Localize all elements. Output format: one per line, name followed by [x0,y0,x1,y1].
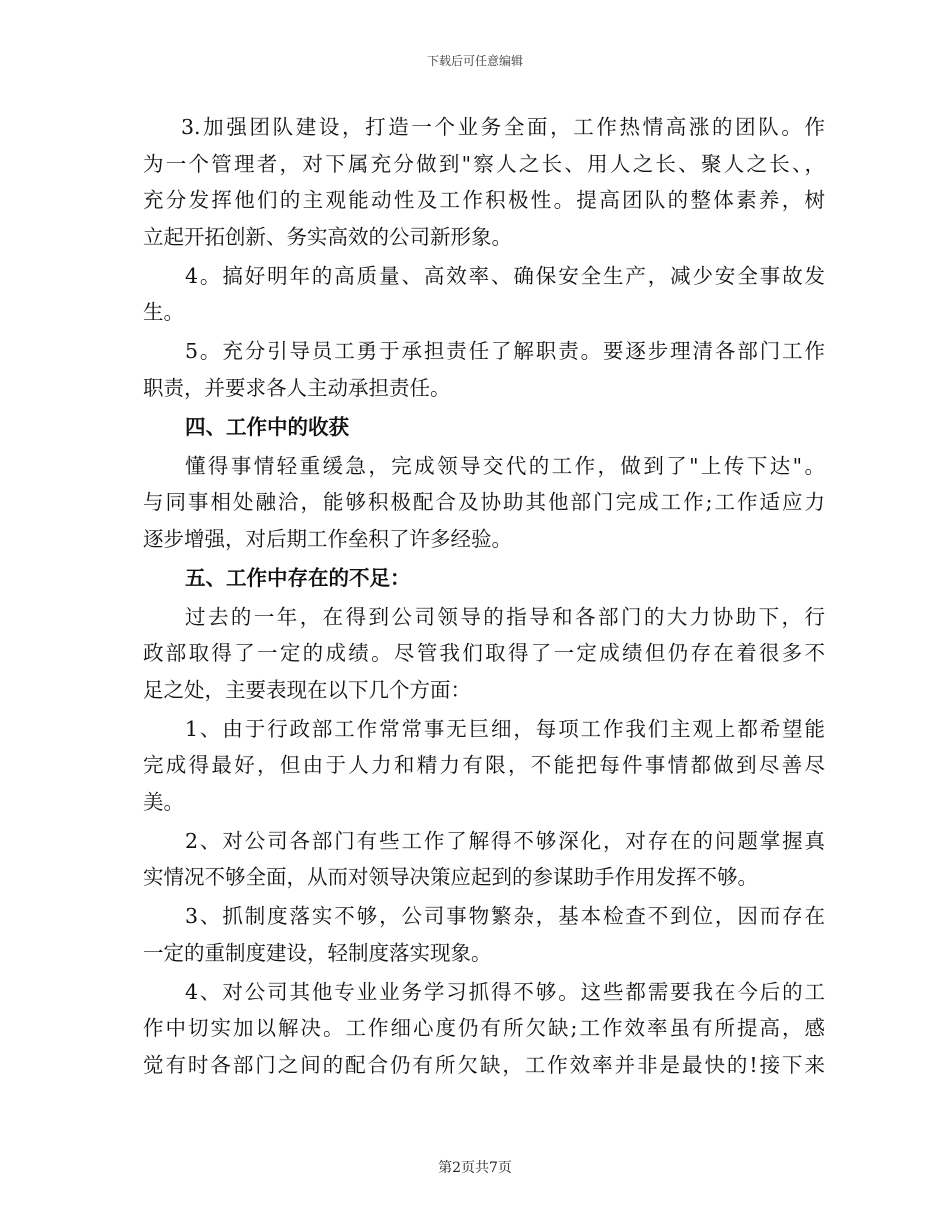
document-body [143,109,825,1086]
text-line: 3.加强团队建设，打造一个业务全面，工作热情高涨的团队。作 [181,115,825,139]
text-line: 为一个管理者，对下属充分做到"察人之长、用人之长、聚人之长、， [143,151,825,176]
section-heading [143,409,825,446]
paragraph [143,448,825,558]
text-line: 4、对公司其他专业业务学习抓得不够。这些都需要我在今后的工 [185,979,825,1004]
text-line: 四、工作中的收获 [185,414,349,439]
text-line: 生。 [143,300,184,324]
paragraph [143,898,825,971]
text-line: 实情况不够全面，从而对领导决策应起到的参谋助手作用发挥不够。 [143,865,758,889]
text-line: 立起开拓创新、务实高效的公司新形象。 [143,224,512,249]
text-line: 懂得事情轻重缓急，完成领导交代的工作，做到了"上传下达"。 [185,453,825,478]
paragraph [143,823,825,896]
text-line: 3、抓制度落实不够，公司事物繁杂，基本检查不到位，因而存在 [185,904,825,928]
text-line: 一定的重制度建设，轻制度落实现象。 [143,940,492,965]
text-line: 足之处，主要表现在以下几个方面： [143,677,471,702]
text-line: 4。搞好明年的高质量、高效率、确保安全生产，减少安全事故发 [185,263,825,288]
text-line: 美。 [143,789,184,814]
text-line: 政部取得了一定的成绩。尽管我们取得了一定成绩但仍存在着很多不 [143,641,825,665]
text-line: 2、对公司各部门有些工作了解得不够深化，对存在的问题掌握真 [185,828,825,853]
paragraph [143,974,825,1084]
text-line: 觉有时各部门之间的配合仍有所欠缺，工作效率并非是最快的!接下来 [143,1052,825,1077]
paragraph [143,333,825,406]
section-heading [143,560,825,597]
paragraph [143,711,825,821]
text-line: 充分发挥他们的主观能动性及工作积极性。提高团队的整体素养，树 [143,188,825,212]
paragraph [143,109,825,255]
page-header: 下载后可任意编辑 [426,54,523,68]
text-line: 完成得最好，但由于人力和精力有限，不能把每件事情都做到尽善尽 [143,753,825,777]
text-line: 逐步增强，对后期工作垒积了许多经验。 [143,526,512,551]
text-line: 五、工作中存在的不足： [185,565,411,590]
text-line: 5。充分引导员工勇于承担责任了解职责。要逐步理清各部门工作 [185,339,825,363]
text-line: 作中切实加以解决。工作细心度仍有所欠缺;工作效率虽有所提高，感 [143,1016,825,1040]
text-line: 与同事相处融洽，能够积极配合及协助其他部门完成工作;工作适应力 [143,490,825,514]
paragraph [143,258,825,331]
paragraph [143,599,825,709]
text-line: 职责，并要求各人主动承担责任。 [143,375,451,400]
page-footer: 第2页共7页 [438,1160,512,1176]
text-line: 1、由于行政部工作常常事无巨细，每项工作我们主观上都希望能 [185,716,825,741]
text-line: 过去的一年，在得到公司领导的指导和各部门的大力协助下，行 [185,604,825,629]
